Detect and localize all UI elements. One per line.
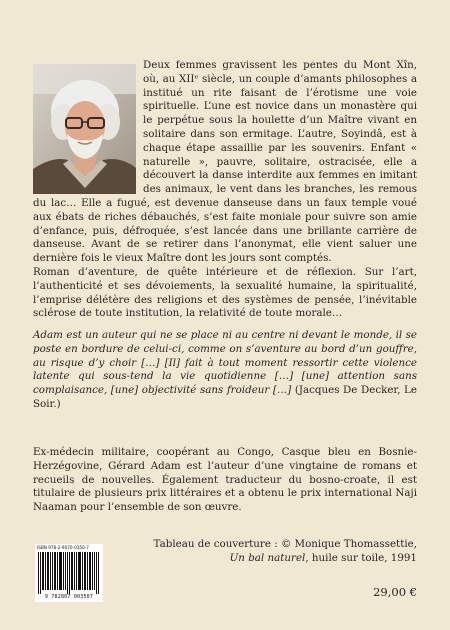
barcode-digits: 9 782807 003507 — [44, 594, 94, 600]
author-bio: Ex-médecin militaire, coopérant au Congo, Casque bleu en Bosnie-Herzégovine, Gérard Adam est l’auteur d’une vingtaine de romans et recueils de nouvelles. Également traducteur du bosno-croate, il est titulaire de plusieurs prix littéraires et a obtenu le prix international Naji Naaman pour l’ensemble de son œuvre. — [33, 446, 417, 514]
quote-attribution: (Jacques De Decker, Le Soir.) — [33, 384, 417, 410]
photo-spacer — [33, 59, 143, 195]
barcode-icon — [38, 552, 100, 594]
price: 29,00 € — [373, 585, 417, 599]
painting-details: , huile sur toile, 1991 — [305, 552, 417, 564]
press-quote — [33, 329, 417, 412]
quote-text: Adam est un auteur qui ne se place ni au centre ni devant le monde, il se poste en bordure de celui-ci, comme on s’aventure au bord d’un gouffre, au risque d’y choir […] [Il] fait à tout moment ressortir cette violence latente qui sous-tend la vie quotidienne […] [une] attention sans complaisance, [une] objectivité sans froideur […] — [33, 329, 417, 397]
cover-credit-line1: Tableau de couverture : © Monique Thomassettie, — [153, 538, 417, 550]
isbn-barcode — [35, 544, 103, 602]
painting-title: Un bal naturel — [229, 552, 306, 564]
summary-paragraph-2: Roman d’aventure, de quête intérieure et de réflexion. Sur l’art, l’authenticité et ses dévoiements, la sexualité humaine, la spiritualité, l’emprise délétère des religions et des systèmes de pensée, l’inévitable sclérose de toute institution, la relativité de toute morale… — [33, 265, 417, 320]
cover-credit — [154, 537, 417, 565]
summary-text — [33, 59, 417, 321]
summary-paragraph: Deux femmes gravissent les pentes du Mont Xîn, où, au XIIᵉ siècle, un couple d’amants philosophes a institué un rite faisant de l’érotisme une voie spirituelle. L’une est novice dans un monastère qui le perpétue sous la houlette d’un Maître vivant en solitaire dans son ermitage. L’autre, Soyindâ, est à chaque étape assaillie par les souvenirs. Enfant « naturelle », pauvre, solitaire, ostracisée, elle a découvert la danse interdite aux femmes en imitant des animaux, le vent dans les branches, les remous du lac… Elle a fugué, est devenue danseuse dans un faux temple voué aux ébats de riches débauchés, s’est faite moniale pour suivre son amie d’enfance, puis, défroquée, s’est lancée dans une brillante carrière de danseuse. Avant de se retirer dans l’anonymat, elle vient saluer une dernière fois le vieux Maître dont les jours sont comptés. — [33, 59, 417, 265]
cover-credit-line2 — [154, 551, 417, 565]
isbn-label: ISBN 978-2-9070-0350-7 — [37, 545, 89, 550]
